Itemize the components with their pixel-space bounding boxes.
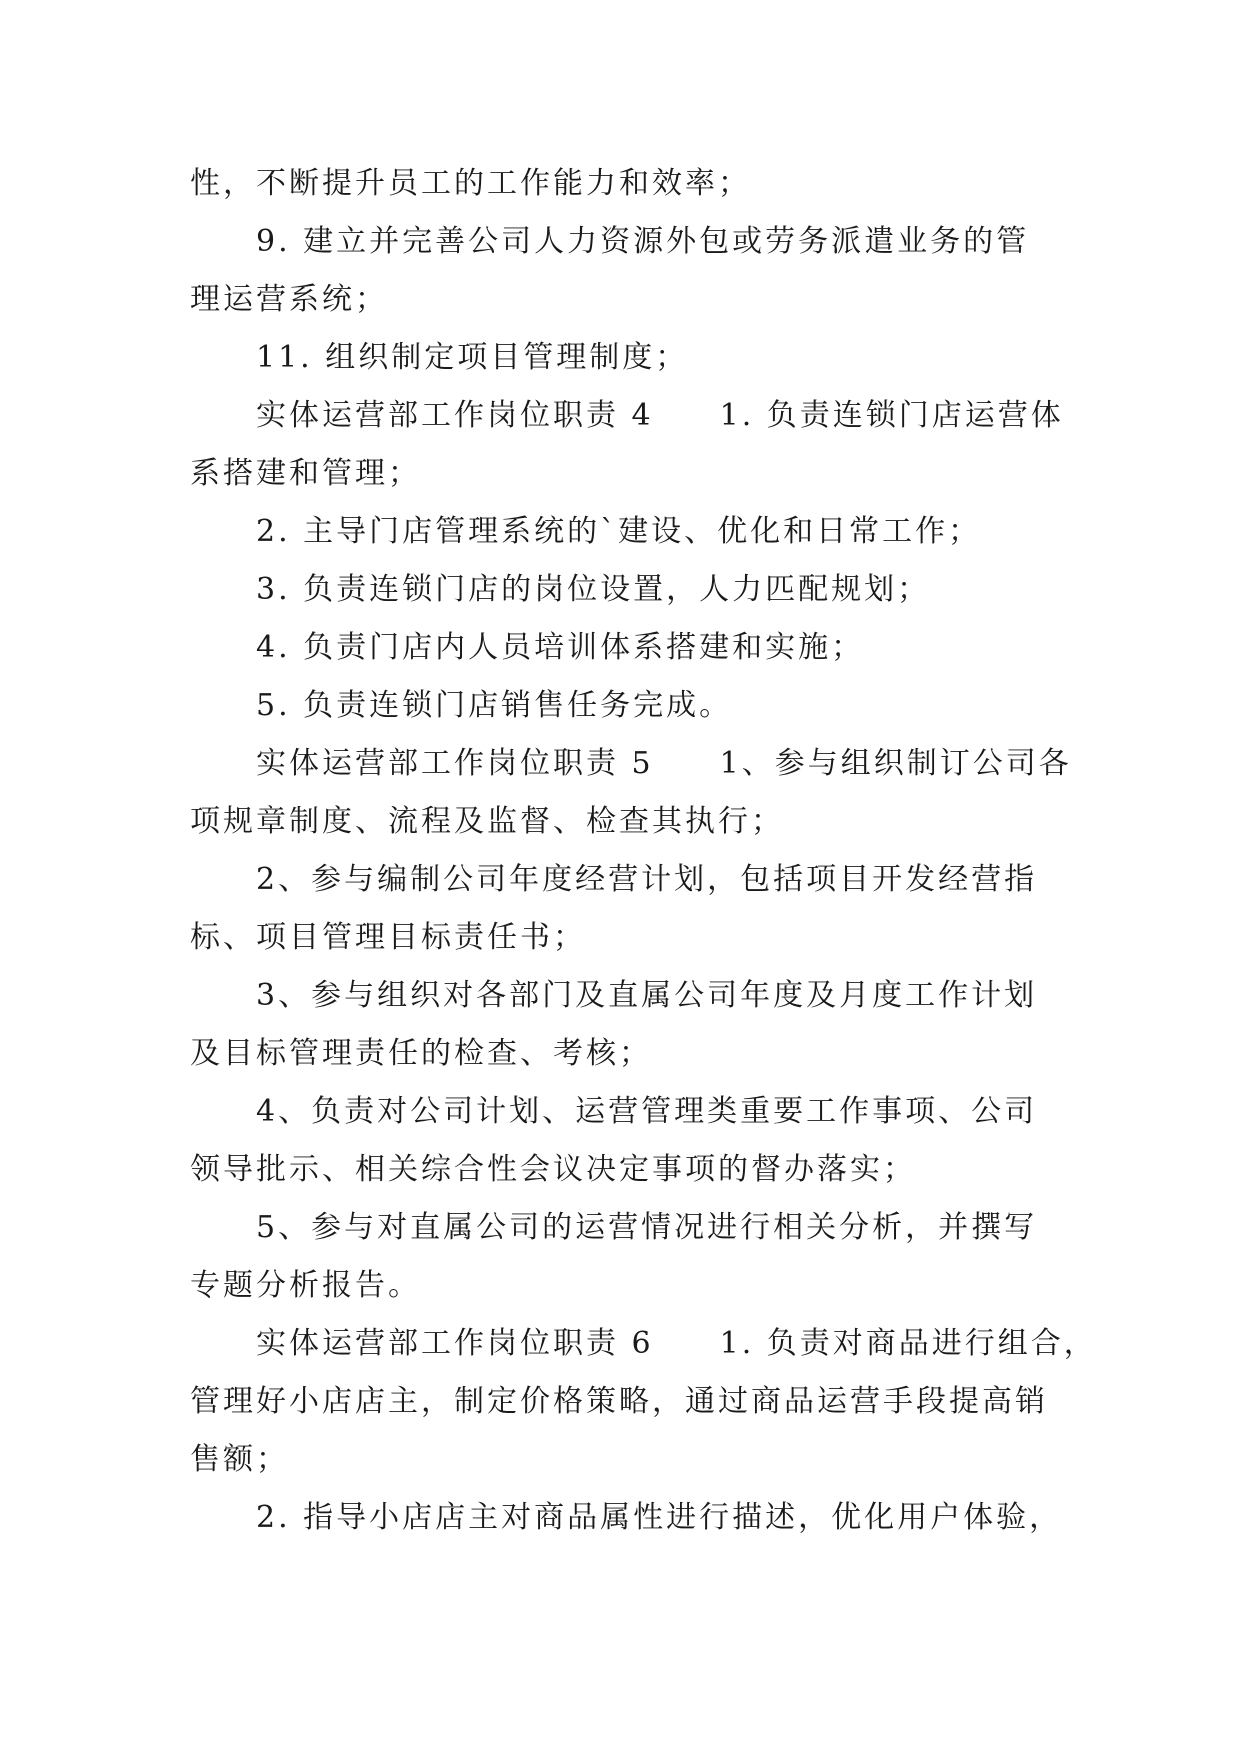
section-heading-line: 实体运营部工作岗位职责 6 1. 负责对商品进行组合， xyxy=(256,1326,1097,1361)
text-line: 专题分析报告。 xyxy=(190,1268,421,1303)
section-heading-line: 实体运营部工作岗位职责 4 1. 负责连锁门店运营体 xyxy=(256,398,1064,433)
text-line: 3、参与组织对各部门及直属公司年度及月度工作计划 xyxy=(256,978,1038,1013)
text-line: 性，不断提升员工的工作能力和效率； xyxy=(190,166,751,201)
text-line: 9. 建立并完善公司人力资源外包或劳务派遣业务的管 xyxy=(256,224,1030,259)
text-line: 标、项目管理目标责任书； xyxy=(190,920,586,955)
text-line: 项规章制度、流程及监督、检查其执行； xyxy=(190,804,784,839)
text-line: 3. 负责连锁门店的岗位设置，人力匹配规划； xyxy=(256,572,931,607)
text-line: 管理好小店店主，制定价格策略，通过商品运营手段提高销 xyxy=(190,1384,1048,1419)
document-body xyxy=(190,155,1097,1547)
text-line: 理运营系统； xyxy=(190,282,388,317)
text-line: 5. 负责连锁门店销售任务完成。 xyxy=(256,688,733,723)
text-line: 2. 指导小店店主对商品属性进行描述，优化用户体验， xyxy=(256,1500,1063,1535)
text-line: 领导批示、相关综合性会议决定事项的督办落实； xyxy=(190,1152,916,1187)
text-line: 系搭建和管理； xyxy=(190,456,421,491)
text-line: 4、负责对公司计划、运营管理类重要工作事项、公司 xyxy=(256,1094,1038,1129)
section-heading-line: 实体运营部工作岗位职责 5 1、参与组织制订公司各 xyxy=(256,746,1072,781)
text-line: 及目标管理责任的检查、考核； xyxy=(190,1036,652,1071)
text-line: 2、参与编制公司年度经营计划，包括项目开发经营指 xyxy=(256,862,1038,897)
text-line: 2. 主导门店管理系统的`建设、优化和日常工作； xyxy=(256,514,982,549)
text-line: 售额； xyxy=(190,1442,289,1477)
text-line: 11. 组织制定项目管理制度； xyxy=(256,340,689,375)
text-line: 4. 负责门店内人员培训体系搭建和实施； xyxy=(256,630,865,665)
text-line: 5、参与对直属公司的运营情况进行相关分析，并撰写 xyxy=(256,1210,1038,1245)
